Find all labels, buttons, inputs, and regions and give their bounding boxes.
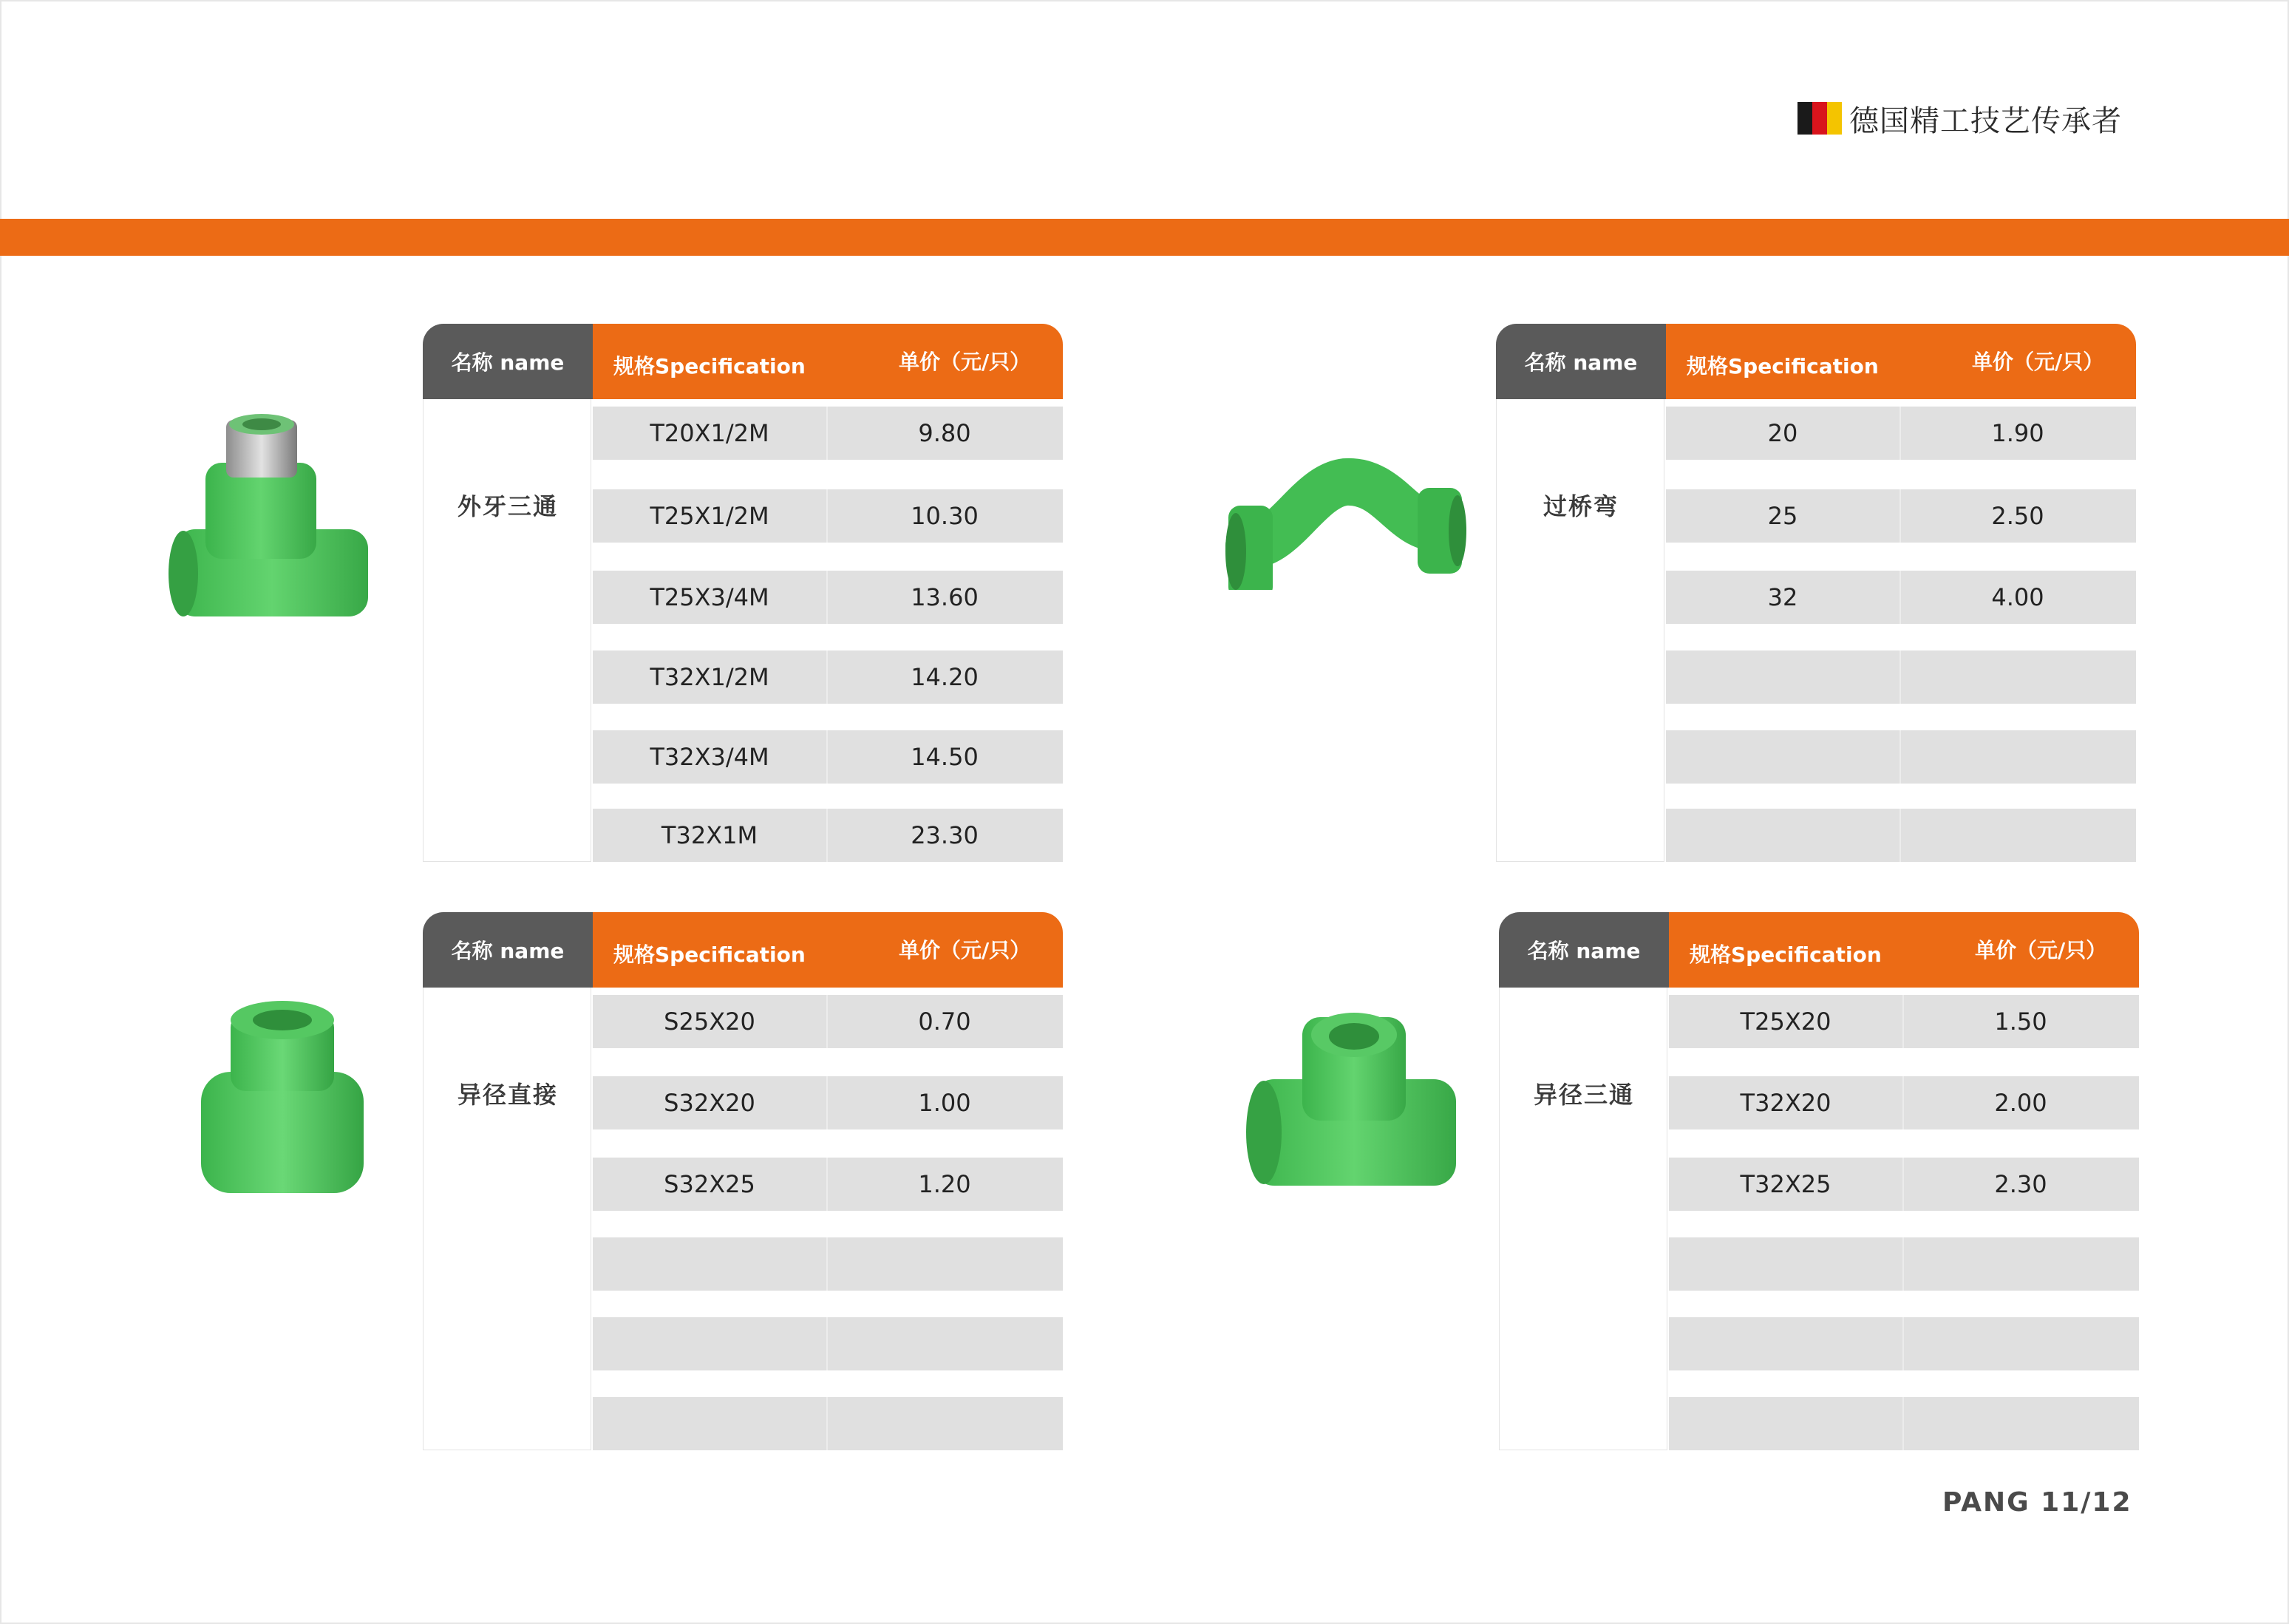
price-cell — [1902, 1317, 2139, 1370]
price-cell: 2.30 — [1994, 1170, 2047, 1198]
spec-cell — [1666, 809, 1899, 862]
product-name-cell — [423, 399, 591, 862]
reducing-tee-icon — [1242, 1005, 1463, 1197]
spec-cell: T25X20 — [1740, 1008, 1831, 1036]
table-row — [1669, 1076, 2139, 1129]
price-cell: 10.30 — [911, 502, 979, 530]
table-row — [1666, 489, 2136, 543]
price-cell: 0.70 — [918, 1008, 971, 1036]
header-spec-price — [593, 324, 1063, 399]
spec-cell — [593, 1317, 826, 1370]
spec-cell: T25X3/4M — [650, 583, 769, 611]
table-row — [593, 809, 1063, 862]
reducing-coupling-icon — [194, 993, 371, 1200]
price-cell — [826, 1397, 1063, 1450]
table-row — [1669, 995, 2139, 1048]
price-cell: 4.00 — [1991, 583, 2044, 611]
table-row — [1666, 809, 2136, 862]
header-spec: 规格Specification — [1687, 354, 1879, 378]
spec-cell — [1666, 730, 1899, 784]
spec-cell: T20X1/2M — [650, 419, 769, 447]
price-cell — [1899, 650, 2136, 704]
spec-cell — [593, 1237, 826, 1291]
male-thread-tee-icon — [154, 405, 383, 634]
header-spec-price — [1669, 912, 2139, 988]
table-row — [593, 1317, 1063, 1370]
price-cell — [1902, 1397, 2139, 1450]
price-cell: 1.20 — [918, 1170, 971, 1198]
table-row — [1666, 407, 2136, 460]
price-cell — [826, 1317, 1063, 1370]
product-name-cell — [1496, 399, 1664, 862]
price-cell — [1899, 730, 2136, 784]
spec-cell — [593, 1397, 826, 1450]
table-row — [593, 650, 1063, 704]
orange-band — [0, 219, 2289, 256]
product-name-cell — [1499, 988, 1667, 1450]
brand-slogan: 德国精工技艺传承者 — [1849, 103, 2122, 138]
product-name: 过桥弯 — [1543, 492, 1619, 520]
product-name: 异径三通 — [1533, 1081, 1634, 1109]
german-flag-icon — [1797, 102, 1842, 135]
table-row — [593, 995, 1063, 1048]
header-spec-price — [1666, 324, 2136, 399]
header-name: 名称 name — [423, 324, 593, 399]
spec-cell: 20 — [1767, 419, 1798, 447]
table-reducing-coupling — [423, 912, 1063, 1450]
header-spec: 规格Specification — [613, 354, 806, 378]
price-cell: 23.30 — [911, 821, 979, 849]
table-header — [423, 912, 1063, 988]
header-price: 单价（元/只） — [1975, 938, 2107, 962]
spec-cell: T32X1M — [661, 821, 758, 849]
spec-cell — [1666, 650, 1899, 704]
header-price: 单价（元/只） — [899, 350, 1031, 374]
spec-cell — [1669, 1397, 1902, 1450]
price-cell: 13.60 — [911, 583, 979, 611]
table-header — [1496, 324, 2136, 399]
table-row — [593, 407, 1063, 460]
price-cell: 1.50 — [1994, 1008, 2047, 1036]
price-cell: 2.00 — [1994, 1089, 2047, 1117]
price-cell — [1899, 809, 2136, 862]
table-row — [593, 1237, 1063, 1291]
spec-cell — [1669, 1317, 1902, 1370]
header-name: 名称 name — [1499, 912, 1669, 988]
header-name: 名称 name — [423, 912, 593, 988]
table-row — [1669, 1397, 2139, 1450]
bridge-bend-icon — [1220, 457, 1471, 590]
table-row — [593, 1076, 1063, 1129]
spec-cell: T32X25 — [1740, 1170, 1831, 1198]
table-row — [593, 571, 1063, 624]
product-name: 异径直接 — [457, 1081, 558, 1109]
spec-cell: T32X20 — [1740, 1089, 1831, 1117]
spec-cell: T32X3/4M — [650, 743, 769, 771]
table-row — [593, 1158, 1063, 1211]
price-cell: 9.80 — [918, 419, 971, 447]
spec-cell — [1669, 1237, 1902, 1291]
price-cell: 2.50 — [1991, 502, 2044, 530]
table-row — [593, 730, 1063, 784]
table-bridge-bend — [1496, 324, 2136, 862]
header-price: 单价（元/只） — [899, 938, 1031, 962]
table-row — [1669, 1158, 2139, 1211]
price-cell — [1902, 1237, 2139, 1291]
header-spec: 规格Specification — [613, 942, 806, 967]
price-cell — [826, 1237, 1063, 1291]
price-cell: 1.90 — [1991, 419, 2044, 447]
spec-cell: S32X25 — [664, 1170, 755, 1198]
product-name: 外牙三通 — [457, 492, 558, 520]
brand-header — [1797, 98, 2122, 139]
table-header — [1499, 912, 2139, 988]
table-row — [593, 489, 1063, 543]
table-reducing-tee — [1499, 912, 2139, 1450]
price-cell: 14.50 — [911, 743, 979, 771]
table-header — [423, 324, 1063, 399]
spec-cell: 25 — [1767, 502, 1798, 530]
spec-cell: T25X1/2M — [650, 502, 769, 530]
table-row — [1669, 1317, 2139, 1370]
spec-cell: S32X20 — [664, 1089, 755, 1117]
header-name: 名称 name — [1496, 324, 1666, 399]
product-name-cell — [423, 988, 591, 1450]
page-number: PANG 11/12 — [1942, 1487, 2132, 1518]
header-spec-price — [593, 912, 1063, 988]
table-row — [1666, 730, 2136, 784]
table-row — [593, 1397, 1063, 1450]
header-spec: 规格Specification — [1690, 942, 1882, 967]
table-row — [1666, 650, 2136, 704]
table-male-thread-tee — [423, 324, 1063, 862]
price-cell: 14.20 — [911, 663, 979, 691]
spec-cell: S25X20 — [664, 1008, 755, 1036]
header-price: 单价（元/只） — [1972, 350, 2104, 374]
spec-cell: T32X1/2M — [650, 663, 769, 691]
price-cell: 1.00 — [918, 1089, 971, 1117]
table-row — [1666, 571, 2136, 624]
table-row — [1669, 1237, 2139, 1291]
spec-cell: 32 — [1767, 583, 1798, 611]
